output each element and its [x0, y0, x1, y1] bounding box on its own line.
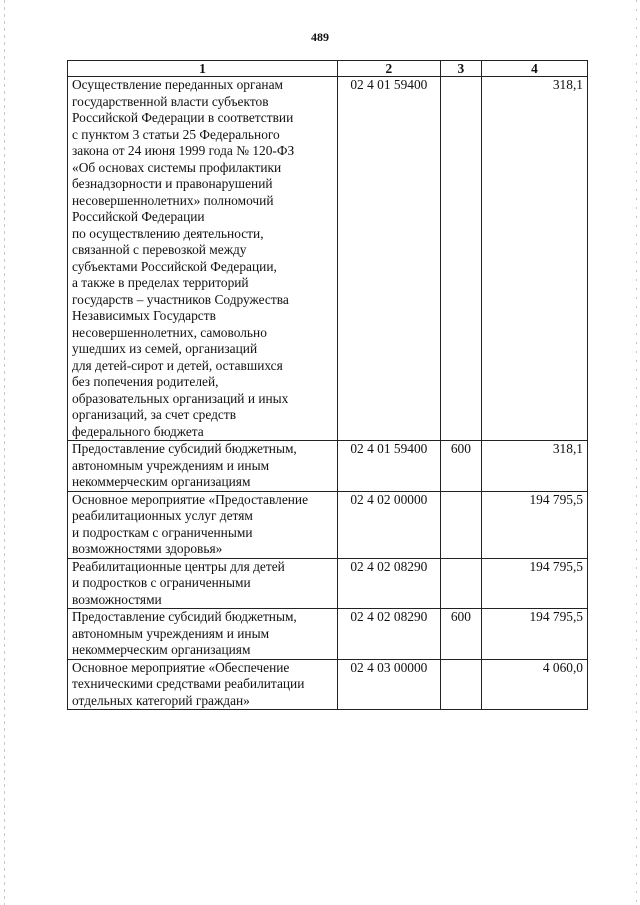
row-name: Основное мероприятие «Обеспечение техническими средствами реабилитации отдельных категорий граждан» — [68, 659, 338, 710]
row-amount: 194 795,5 — [481, 609, 587, 660]
row-type — [440, 659, 481, 710]
row-code: 02 4 02 08290 — [337, 558, 440, 609]
row-name: Реабилитационные центры для детей и подростков с ограниченными возможностями — [68, 558, 338, 609]
row-code: 02 4 01 59400 — [337, 77, 440, 441]
row-code: 02 4 03 00000 — [337, 659, 440, 710]
row-code: 02 4 02 00000 — [337, 491, 440, 558]
scan-right-edge — [636, 0, 637, 905]
row-amount: 318,1 — [481, 441, 587, 492]
row-amount: 318,1 — [481, 77, 587, 441]
row-code: 02 4 01 59400 — [337, 441, 440, 492]
row-name: Предоставление субсидий бюджетным, автономным учреждениям и иным некоммерческим организациям — [68, 441, 338, 492]
row-amount: 4 060,0 — [481, 659, 587, 710]
table-row — [68, 491, 588, 558]
row-name: Осуществление переданных органам государственной власти субъектов Российской Федерации в соответствии с пунктом 3 статьи 25 Федерального закона от 24 июня 1999 года № 120-ФЗ «Об основах системы профилактики безнадзорности и правонарушений несовершеннолетних» полномочий Российской Федерации по осуществлению деятельности, связанной с перевозкой между субъектами Российской Федерации, а также в пределах территорий государств – участников Содружества Независимых Государств несовершеннолетних, самовольно ушедших из семей, организаций для детей-сирот и детей, оставшихся без попечения родителей, образовательных организаций и иных организаций, за счет средств федерального бюджета — [68, 77, 338, 441]
table-header-row — [68, 61, 588, 77]
row-name: Предоставление субсидий бюджетным, автономным учреждениям и иным некоммерческим организациям — [68, 609, 338, 660]
scan-left-edge — [4, 0, 5, 905]
column-header-1: 1 — [68, 61, 338, 77]
row-amount: 194 795,5 — [481, 558, 587, 609]
column-header-4: 4 — [481, 61, 587, 77]
row-type — [440, 77, 481, 441]
row-code: 02 4 02 08290 — [337, 609, 440, 660]
table-row — [68, 558, 588, 609]
table-row — [68, 609, 588, 660]
row-name: Основное мероприятие «Предоставление реабилитационных услуг детям и подросткам с ограниченными возможностями здоровья» — [68, 491, 338, 558]
table-row — [68, 441, 588, 492]
budget-table — [67, 60, 588, 710]
column-header-2: 2 — [337, 61, 440, 77]
row-type — [440, 491, 481, 558]
table-row — [68, 77, 588, 441]
table-row — [68, 659, 588, 710]
row-type — [440, 558, 481, 609]
column-header-3: 3 — [440, 61, 481, 77]
row-type: 600 — [440, 609, 481, 660]
page-number: 489 — [311, 30, 329, 44]
row-type: 600 — [440, 441, 481, 492]
row-amount: 194 795,5 — [481, 491, 587, 558]
